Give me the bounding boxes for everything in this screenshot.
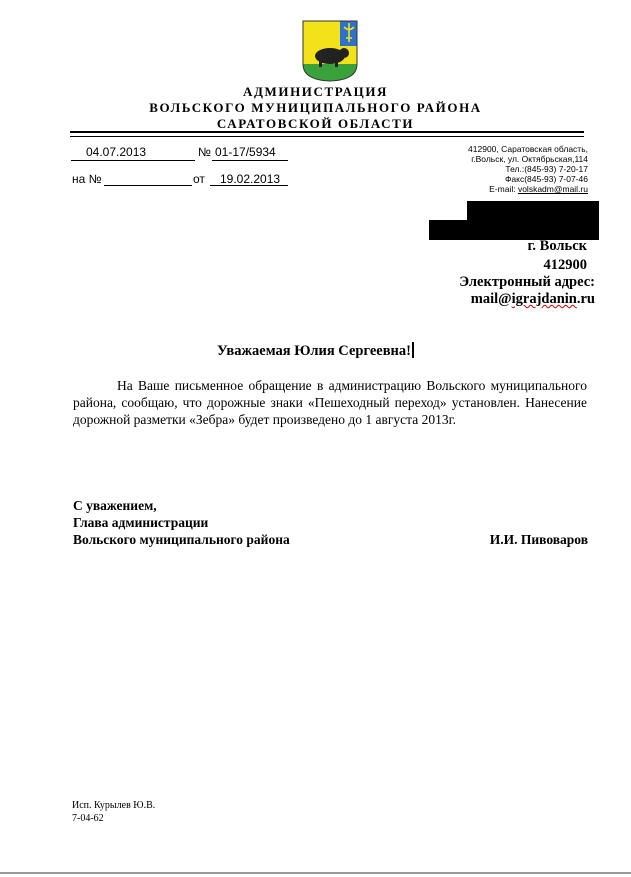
coat-of-arms-emblem <box>302 20 358 82</box>
email-label: E-mail: <box>489 184 516 194</box>
redacted-block-bottom <box>429 220 599 240</box>
signature-organization: Вольского муниципального района <box>73 532 290 547</box>
address-line2: г.Вольск, ул. Октябрьская,114 <box>471 154 588 164</box>
letter-body <box>73 377 587 428</box>
page-bottom-edge <box>0 872 631 874</box>
greeting-line <box>0 342 631 360</box>
recipient-email-label: Электронный адрес: <box>459 274 595 290</box>
letter-number: 01-17/5934 <box>215 145 276 159</box>
recipient-email-user: mail@ <box>470 291 512 307</box>
number-underline <box>212 160 288 161</box>
date-underline <box>71 160 195 161</box>
recipient-email[interactable] <box>471 291 595 308</box>
signatory-name: И.И. Пивоваров <box>489 532 588 547</box>
executor-phone: 7-04-62 <box>72 813 104 824</box>
sender-email-link[interactable]: volskadm@mail.ru <box>517 184 588 194</box>
address-line4: Факс(845-93) 7-07-46 <box>504 174 588 184</box>
org-title-line3: САРАТОВСКОЙ ОБЛАСТИ <box>216 116 415 131</box>
header-rule-thick <box>70 131 584 133</box>
body-paragraph: На Ваше письменное обращение в администрацию Вольского муниципального района, сообщаю, что дорожные знаки «Пешеходный переход» установлен. Нанесение дорожной разметки «Зебра» будет произведено до 1 августа 2013г. <box>73 378 587 427</box>
executor-name: Исп. Курылев Ю.В. <box>72 800 156 811</box>
reference-prefix: на № <box>72 172 102 186</box>
letter-date: 04.07.2013 <box>86 145 147 159</box>
reference-number-underline <box>104 185 192 186</box>
org-title-line1: АДМИНИСТРАЦИЯ <box>242 84 389 99</box>
org-title-line2: ВОЛЬСКОГО МУНИЦИПАЛЬНОГО РАЙОНА <box>149 100 482 115</box>
redacted-block-top <box>467 201 599 221</box>
recipient-zip: 412900 <box>543 257 587 273</box>
address-email-line <box>468 184 588 194</box>
reference-from: от <box>193 172 205 186</box>
text-cursor <box>412 342 414 358</box>
signature-closing: С уважением, <box>73 498 157 513</box>
number-prefix: № <box>198 145 211 159</box>
header-rule-thin <box>70 136 584 137</box>
sender-address <box>468 144 588 194</box>
reference-date-underline <box>210 185 288 186</box>
signature-title: Глава администрации <box>73 515 209 530</box>
recipient-email-tld: .ru <box>576 291 595 307</box>
recipient-email-domain: igrajdanin <box>511 291 577 307</box>
greeting: Уважаемая Юлия Сергеевна! <box>216 343 411 359</box>
recipient-city: г. Вольск <box>527 238 587 254</box>
address-line1: 412900, Саратовская область, <box>468 144 588 154</box>
reference-date: 19.02.2013 <box>220 172 281 186</box>
address-line3: Тел.:(845-93) 7-20-17 <box>505 164 588 174</box>
